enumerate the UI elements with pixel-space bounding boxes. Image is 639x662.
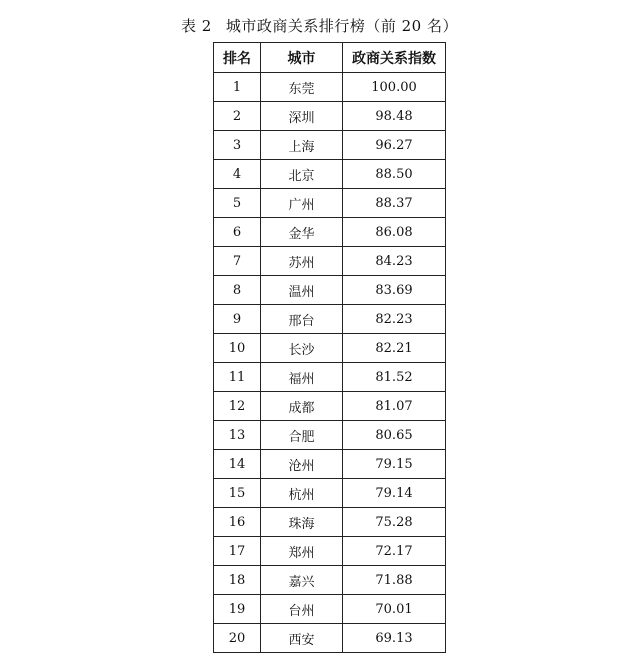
cell-index: 88.37	[343, 189, 446, 218]
cell-city: 福州	[261, 363, 343, 392]
cell-rank: 9	[214, 305, 261, 334]
cell-index: 82.21	[343, 334, 446, 363]
cell-index: 81.07	[343, 392, 446, 421]
cell-rank: 17	[214, 537, 261, 566]
cell-rank: 2	[214, 102, 261, 131]
table-row	[214, 334, 446, 363]
cell-rank: 1	[214, 73, 261, 102]
table-row	[214, 189, 446, 218]
table-number-label: 表 2	[181, 17, 212, 35]
cell-rank: 19	[214, 595, 261, 624]
cell-rank: 6	[214, 218, 261, 247]
cell-index: 88.50	[343, 160, 446, 189]
table-row	[214, 102, 446, 131]
cell-city: 上海	[261, 131, 343, 160]
cell-city: 金华	[261, 218, 343, 247]
table-row	[214, 392, 446, 421]
cell-city: 温州	[261, 276, 343, 305]
table-row	[214, 276, 446, 305]
cell-city: 沧州	[261, 450, 343, 479]
cell-rank: 12	[214, 392, 261, 421]
cell-rank: 13	[214, 421, 261, 450]
cell-city: 杭州	[261, 479, 343, 508]
cell-city: 长沙	[261, 334, 343, 363]
ranking-table	[213, 42, 446, 653]
cell-index: 71.88	[343, 566, 446, 595]
cell-index: 75.28	[343, 508, 446, 537]
cell-rank: 20	[214, 624, 261, 653]
cell-rank: 14	[214, 450, 261, 479]
cell-city: 东莞	[261, 73, 343, 102]
table-row	[214, 305, 446, 334]
cell-rank: 7	[214, 247, 261, 276]
table-row	[214, 624, 446, 653]
cell-index: 80.65	[343, 421, 446, 450]
cell-rank: 10	[214, 334, 261, 363]
table-caption	[0, 16, 639, 36]
cell-index: 81.52	[343, 363, 446, 392]
cell-index: 79.14	[343, 479, 446, 508]
header-rank: 排名	[214, 43, 261, 73]
table-row	[214, 363, 446, 392]
cell-city: 成都	[261, 392, 343, 421]
cell-rank: 5	[214, 189, 261, 218]
header-index: 政商关系指数	[343, 43, 446, 73]
table-row	[214, 160, 446, 189]
table-row	[214, 595, 446, 624]
cell-rank: 4	[214, 160, 261, 189]
table-row	[214, 537, 446, 566]
cell-city: 珠海	[261, 508, 343, 537]
cell-city: 深圳	[261, 102, 343, 131]
table-row	[214, 218, 446, 247]
cell-index: 83.69	[343, 276, 446, 305]
cell-rank: 8	[214, 276, 261, 305]
cell-index: 86.08	[343, 218, 446, 247]
cell-city: 郑州	[261, 537, 343, 566]
cell-index: 82.23	[343, 305, 446, 334]
cell-index: 100.00	[343, 73, 446, 102]
table-row	[214, 421, 446, 450]
cell-rank: 3	[214, 131, 261, 160]
cell-rank: 15	[214, 479, 261, 508]
header-city: 城市	[261, 43, 343, 73]
cell-city: 广州	[261, 189, 343, 218]
table-row	[214, 247, 446, 276]
table-title: 城市政商关系排行榜（前 20 名）	[225, 17, 458, 35]
table-row	[214, 566, 446, 595]
cell-city: 北京	[261, 160, 343, 189]
cell-city: 嘉兴	[261, 566, 343, 595]
cell-rank: 18	[214, 566, 261, 595]
cell-index: 69.13	[343, 624, 446, 653]
cell-city: 邢台	[261, 305, 343, 334]
cell-city: 西安	[261, 624, 343, 653]
table-row	[214, 508, 446, 537]
table-header-row	[214, 43, 446, 73]
cell-index: 96.27	[343, 131, 446, 160]
table-row	[214, 450, 446, 479]
cell-index: 84.23	[343, 247, 446, 276]
cell-city: 台州	[261, 595, 343, 624]
table-row	[214, 73, 446, 102]
cell-index: 70.01	[343, 595, 446, 624]
cell-index: 79.15	[343, 450, 446, 479]
cell-index: 72.17	[343, 537, 446, 566]
table-row	[214, 131, 446, 160]
cell-city: 苏州	[261, 247, 343, 276]
cell-index: 98.48	[343, 102, 446, 131]
table-row	[214, 479, 446, 508]
cell-city: 合肥	[261, 421, 343, 450]
cell-rank: 11	[214, 363, 261, 392]
cell-rank: 16	[214, 508, 261, 537]
